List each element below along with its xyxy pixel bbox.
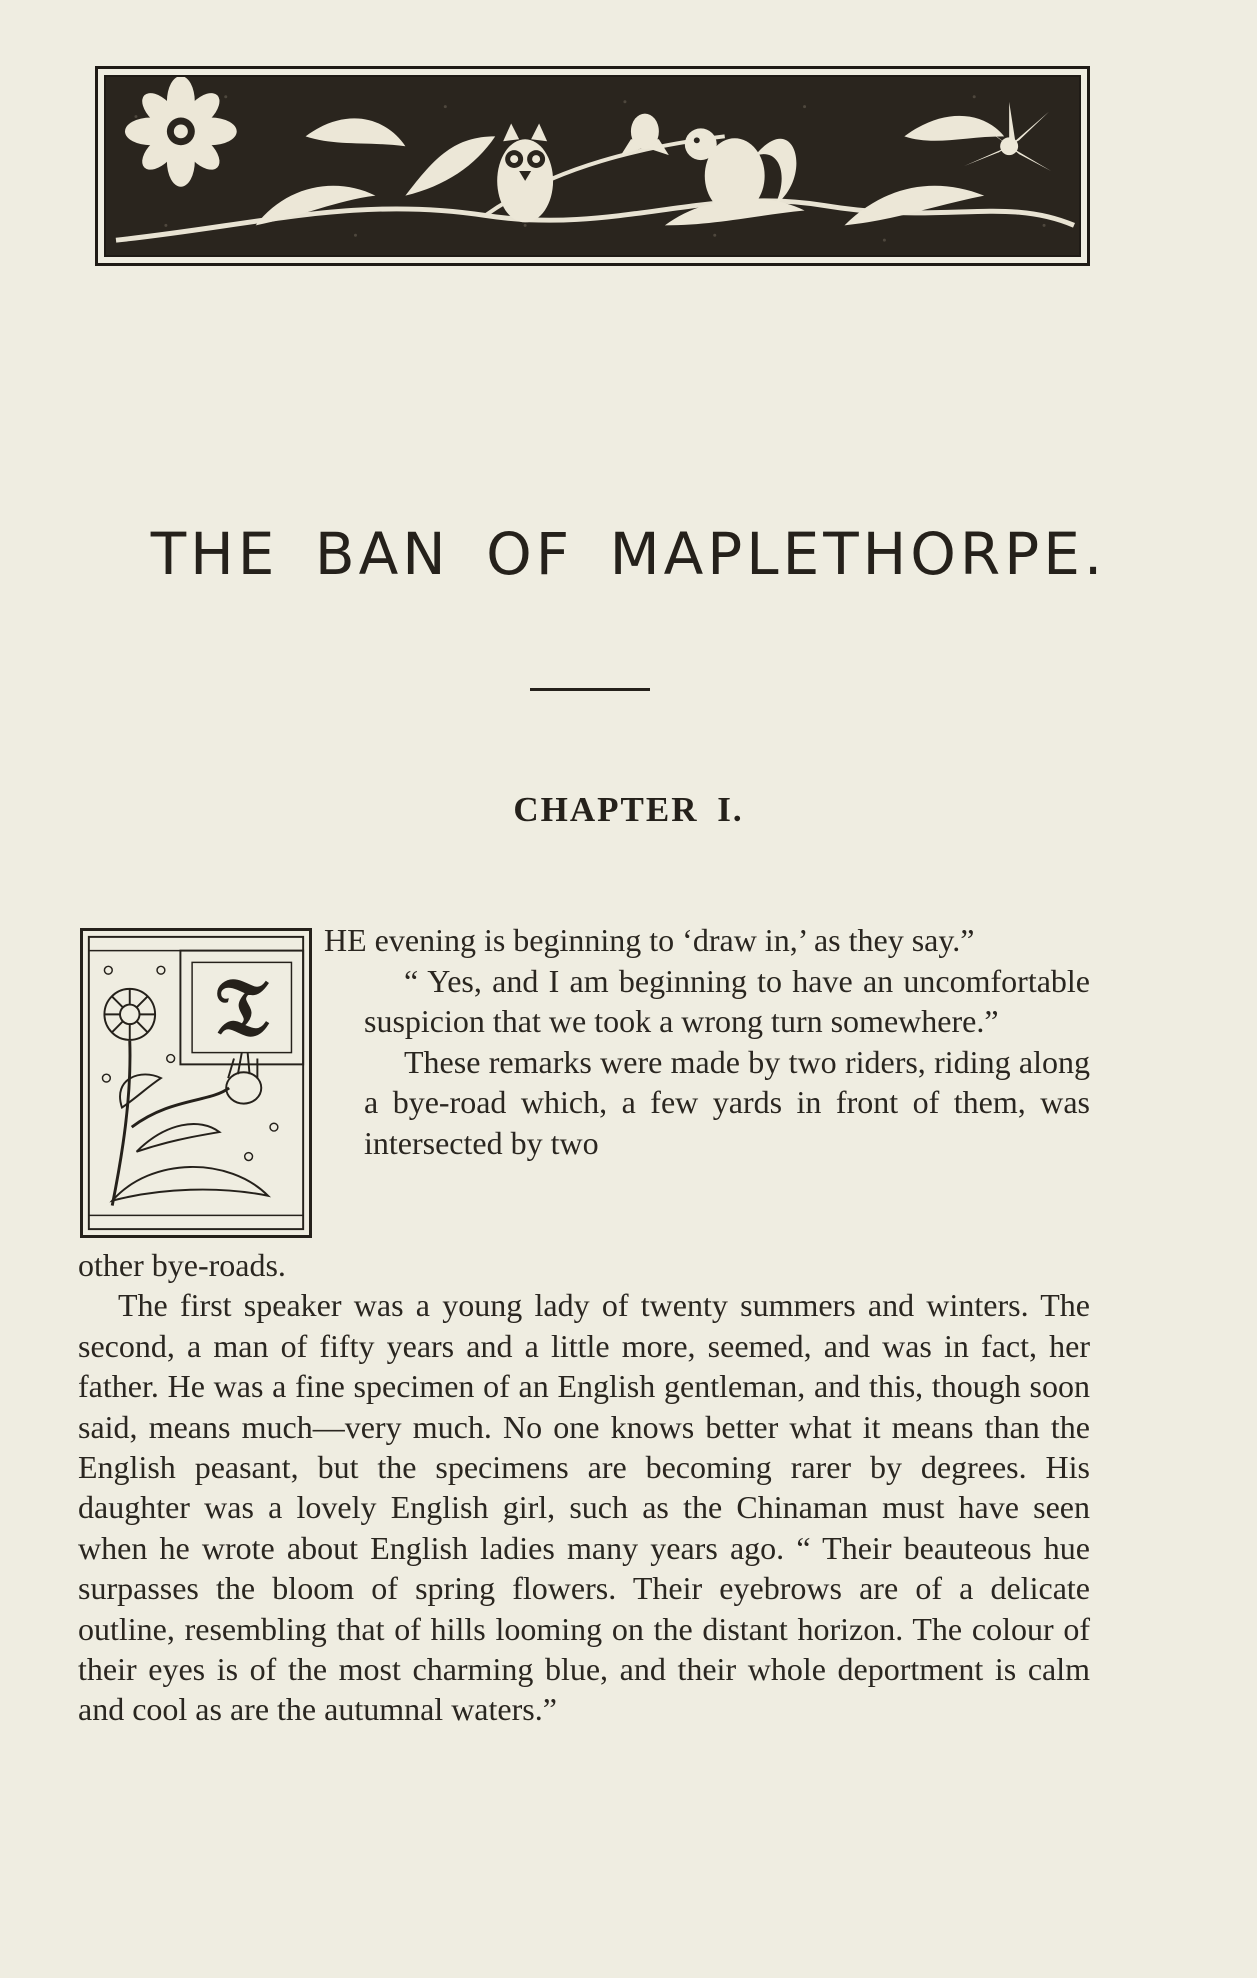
drop-cap-letter: 𝔗 (215, 959, 269, 1055)
main-text (78, 1245, 1090, 1730)
paragraph-1: HE evening is beginning to ‘draw in,’ as they say.” (324, 922, 975, 958)
book-title: THE BAN OF MAPLETHORPE. (150, 520, 1107, 588)
paragraph-3-continued: other bye-roads. (78, 1247, 286, 1283)
headpiece-ornament (95, 66, 1090, 266)
wrapped-text-block (324, 920, 1090, 1163)
chapter-heading: CHAPTER I. (513, 790, 744, 829)
paragraph-3: These remarks were made by two riders, riding along a bye-road which, a few yards in front of them, was intersected by two (364, 1043, 1090, 1161)
ornamental-drop-cap-icon (80, 928, 312, 1238)
paragraph-4: The first speaker was a young lady of twenty summers and winters. The second, a man of fifty years and a little more, seemed, and was in fact, her father. He was a fine specimen of an English gentleman, and this, though soon said, means much—very much. No one knows better what it means than the English peasant, but the specimens are becoming rarer by degrees. His daughter was a lovely English girl, such as the Chinaman must have seen when he wrote about English ladies many years ago. “ Their beauteous hue surpasses the bloom of spring flowers. Their eyebrows are of a delicate outline, resembling that of hills looming on the distant horizon. The colour of their eyes is of the most charming blue, and their whole deportment is calm and cool as are the autumnal waters.” (78, 1287, 1090, 1728)
paragraph-2: “ Yes, and I am beginning to have an uncomfortable suspicion that we took a wrong turn somewhere.” (364, 962, 1090, 1039)
floral-owl-squirrel-ornament-icon (104, 75, 1081, 257)
title-rule (530, 688, 650, 691)
